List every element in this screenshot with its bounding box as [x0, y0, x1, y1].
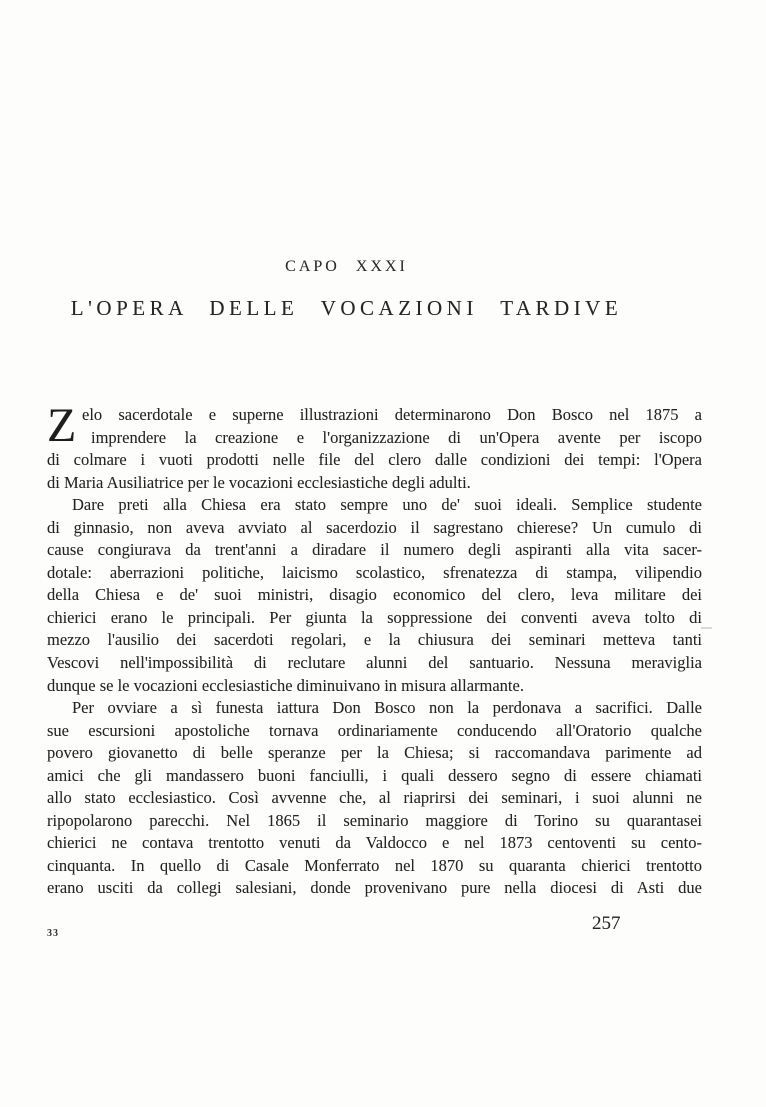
- signature-mark: 33: [47, 928, 59, 939]
- drop-cap: Z: [47, 399, 77, 452]
- scan-artifact-dash: [701, 627, 712, 629]
- text-line: ripopolarono parecchi. Nel 1865 il seminario maggiore di Torino su quarantasei: [47, 810, 702, 830]
- text-line: povero giovanetto di belle speranze per la Chiesa; si raccomandava parimente ad: [47, 743, 702, 763]
- text-line: di colmare i vuoti prodotti nelle file del clero dalle condizioni dei tempi: l'Opera: [47, 450, 702, 470]
- text-line: cause congiurava da trent'anni a diradare il numero degli aspiranti alla vita sacer-: [47, 540, 702, 560]
- text-line: erano usciti da collegi salesiani, donde provenivano pure nella diocesi di Asti due: [47, 878, 702, 898]
- text-line: sue escursioni apostoliche tornava ordinariamente conducendo all'Oratorio qualche: [47, 720, 702, 740]
- page-number: 257: [592, 913, 621, 934]
- text-line: di ginnasio, non aveva avviato al sacerdozio il sagrestano chierese? Un cumulo di: [47, 517, 702, 537]
- text-line: chierici ne contava trentotto venuti da Valdocco e nel 1873 centoventi su cento-: [47, 833, 702, 853]
- paragraph: [47, 399, 702, 494]
- text-line: Vescovi nell'impossibilità di reclutare alunni del santuario. Nessuna meraviglia: [47, 653, 702, 673]
- text-line: Dare preti alla Chiesa era stato sempre uno de' suoi ideali. Semplice studente: [72, 495, 702, 515]
- text-line: amici che gli mandassero buoni fanciulli, i quali dessero segno di essere chiamati: [47, 765, 702, 785]
- text-line: della Chiesa e de' suoi ministri, disagio economico del clero, leva militare dei: [47, 585, 702, 605]
- body-text: [47, 399, 702, 900]
- chapter-heading: CAPO XXXI: [285, 258, 408, 275]
- text-line: imprendere la creazione e l'organizzazione di un'Opera avente per iscopo: [91, 427, 702, 447]
- text-line: dotale: aberrazioni politiche, laicismo scolastico, sfrenatezza di stampa, vilipendio: [47, 562, 702, 582]
- text-line: allo stato ecclesiastico. Così avvenne che, al riaprirsi dei seminari, i suoi alunni ne: [47, 788, 702, 808]
- paragraph: [47, 697, 702, 900]
- text-line: chierici erano le principali. Per giunta la soppressione dei conventi aveva tolto di: [47, 607, 702, 627]
- text-line: Per ovviare a sì funesta iattura Don Bosco non la perdonava a sacrifici. Dalle: [72, 698, 702, 718]
- chapter-title: L'OPERA DELLE VOCAZIONI TARDIVE: [70, 296, 623, 320]
- text-line: dunque se le vocazioni ecclesiastiche diminuivano in misura allarmante.: [47, 675, 524, 695]
- text-line: di Maria Ausiliatrice per le vocazioni ecclesiastiche degli adulti.: [47, 472, 471, 492]
- text-line: elo sacerdotale e superne illustrazioni determinarono Don Bosco nel 1875 a: [82, 405, 702, 424]
- text-line: mezzo l'ausilio dei sacerdoti regolari, e la chiusura dei seminari metteva tanti: [47, 630, 702, 650]
- paragraph: [47, 494, 702, 697]
- text-line: cinquanta. In quello di Casale Monferrato nel 1870 su quaranta chierici trentotto: [47, 855, 702, 875]
